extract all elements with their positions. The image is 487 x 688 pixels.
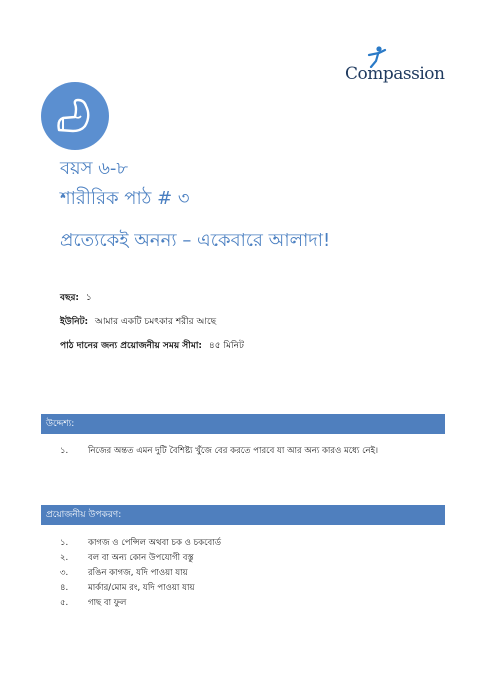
unit-value: আমার একটি চমৎকার শরীর আছে [95, 317, 217, 327]
item-text: বল বা অন্য কোন উপযোগী বস্তু [88, 553, 194, 563]
logo-text: Compassion [345, 64, 445, 84]
item-text: মার্কার/মোম রং, যদি পাওয়া যায় [88, 583, 195, 593]
list-item [60, 581, 221, 596]
meta-time [60, 338, 244, 353]
item-number: ২. [60, 553, 69, 563]
item-text: কাগজ ও পেন্সিল অথবা চক ও চকবোর্ড [88, 538, 221, 548]
list-item [60, 551, 221, 566]
item-number: ১. [60, 538, 69, 548]
lesson-badge [41, 82, 109, 150]
lesson-title: প্রত্যেকেই অনন্য – একেবারে আলাদা! [60, 230, 331, 251]
flexed-arm-icon [53, 96, 97, 136]
list-item [60, 596, 221, 611]
list-item [60, 536, 221, 551]
year-value: ১ [85, 293, 92, 303]
age-range: বয়স ৬-৮ [60, 158, 129, 179]
time-value: ৪৫ মিনিট [208, 341, 244, 351]
list-item [60, 444, 378, 458]
item-text: নিজের অন্তত এমন দুটি বৈশিষ্ট্য খুঁজে বের করতে পারবে যা আর অন্য কারও মধ্যে নেই। [88, 446, 379, 456]
item-text: গাছ বা ফুল [88, 598, 127, 608]
year-label: বছর: [60, 293, 80, 303]
item-number: ৪. [60, 583, 69, 593]
objectives-list [60, 444, 378, 458]
meta-unit [60, 314, 216, 329]
item-text: রঙিন কাগজ, যদি পাওয়া যায় [88, 568, 188, 578]
item-number: ৫. [60, 598, 69, 608]
unit-label: ইউনিট: [60, 317, 89, 327]
materials-list [60, 536, 221, 611]
item-number: ১. [60, 446, 69, 456]
objectives-heading: উদ্দেশ্য: [41, 414, 445, 434]
time-label: পাঠ দানের জন্য প্রয়োজনীয় সময় সীমা: [60, 341, 203, 351]
compassion-logo [345, 46, 445, 88]
lesson-number: শারীরিক পাঠ # ৩ [60, 188, 190, 209]
meta-year [60, 290, 92, 305]
materials-heading: প্রয়োজনীয় উপকরণ: [41, 505, 445, 525]
list-item [60, 566, 221, 581]
item-number: ৩. [60, 568, 69, 578]
